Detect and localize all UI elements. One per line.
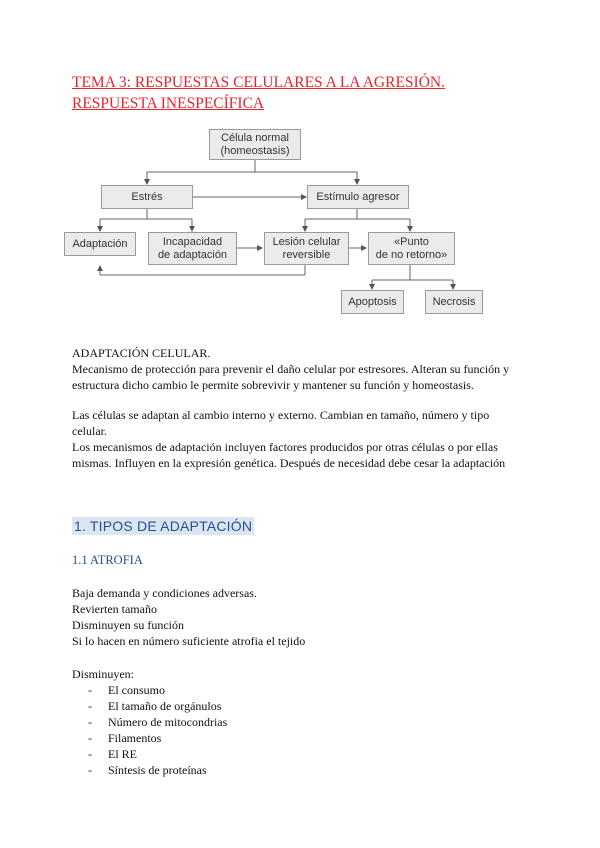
list-item-text: Número de mitocondrias: [108, 715, 228, 729]
box-estres: [101, 185, 193, 209]
box-estres-label: Estrés: [131, 190, 163, 203]
list-item: [88, 730, 227, 746]
title-line-2: RESPUESTA INESPECÍFICA: [72, 95, 265, 112]
box-celula-normal-line2: (homeostasis): [220, 144, 290, 157]
box-punto-no-retorno: [368, 232, 455, 265]
list-item-text: El RE: [108, 747, 137, 761]
box-lesion-line1: Lesión celular: [272, 235, 341, 248]
list-item: [88, 762, 227, 778]
list-bullet: -: [88, 715, 92, 729]
paragraph-cambio: [72, 407, 532, 471]
diagram-connectors: [0, 0, 600, 330]
atrofia-line-3: Disminuyen su función: [72, 618, 184, 632]
box-estimulo-agresor: [307, 185, 409, 209]
adaptacion-heading: ADAPTACIÓN CELULAR.: [72, 346, 211, 360]
disminuyen-list: [88, 682, 227, 778]
list-item: [88, 682, 227, 698]
adaptacion-section: [72, 345, 532, 393]
box-estimulo-label: Estímulo agresor: [316, 190, 400, 203]
box-adaptacion: [64, 232, 136, 256]
list-item: [88, 714, 227, 730]
box-lesion-line2: reversible: [282, 248, 331, 261]
list-bullet: -: [88, 763, 92, 777]
atrofia-text: [72, 585, 532, 649]
adaptacion-line-1: Mecanismo de protección para prevenir el daño celular por estresores. Alteran su función y: [72, 362, 510, 376]
list-bullet: -: [88, 731, 92, 745]
box-celula-normal: [209, 129, 301, 160]
title-line-1: TEMA 3: RESPUESTAS CELULARES A LA AGRESIÓN.: [72, 74, 445, 91]
list-bullet: -: [88, 683, 92, 697]
box-necrosis-label: Necrosis: [432, 295, 476, 308]
list-item-text: Síntesis de proteínas: [108, 763, 207, 777]
heading-tipos-adaptacion: 1. TIPOS DE ADAPTACIÓN: [74, 518, 253, 534]
list-item-text: El tamaño de orgánulos: [108, 699, 222, 713]
paragraph-line-3: Los mecanismos de adaptación incluyen factores producidos por otras células o por ellas: [72, 440, 498, 454]
box-lesion-reversible: [264, 232, 349, 265]
box-incapacidad-line2: de adaptación: [157, 248, 228, 261]
adaptacion-line-2: estructura dicho cambio le permite sobrevivir y mantener su función y homeostasis.: [72, 378, 474, 392]
list-item: [88, 698, 227, 714]
heading-atrofia: 1.1 ATROFIA: [72, 553, 143, 567]
box-punto-line2: de no retorno»: [375, 248, 448, 261]
box-punto-line1: «Punto: [394, 235, 429, 248]
cell-response-diagram: [0, 0, 600, 330]
box-incapacidad-line1: Incapacidad: [162, 235, 223, 248]
paragraph-line-2: celular.: [72, 424, 107, 438]
box-apoptosis: [341, 290, 404, 314]
disminuyen-label: Disminuyen:: [72, 667, 134, 681]
paragraph-line-1: Las células se adaptan al cambio interno y externo. Cambian en tamaño, número y tipo: [72, 408, 490, 422]
list-item-text: El consumo: [108, 683, 165, 697]
box-necrosis: [425, 290, 483, 314]
list-bullet: -: [88, 747, 92, 761]
atrofia-line-2: Revierten tamaño: [72, 602, 157, 616]
box-apoptosis-label: Apoptosis: [348, 295, 397, 308]
list-item: [88, 746, 227, 762]
box-celula-normal-line1: Célula normal: [221, 131, 289, 144]
list-item-text: Filamentos: [108, 731, 162, 745]
paragraph-line-4: mismas. Influyen en la expresión genética. Después de necesidad debe cesar la adaptación: [72, 456, 506, 470]
atrofia-line-4: Si lo hacen en número suficiente atrofia el tejido: [72, 634, 306, 648]
box-adaptacion-label: Adaptación: [72, 237, 128, 250]
box-incapacidad: [148, 232, 237, 265]
atrofia-line-1: Baja demanda y condiciones adversas.: [72, 586, 257, 600]
list-bullet: -: [88, 699, 92, 713]
